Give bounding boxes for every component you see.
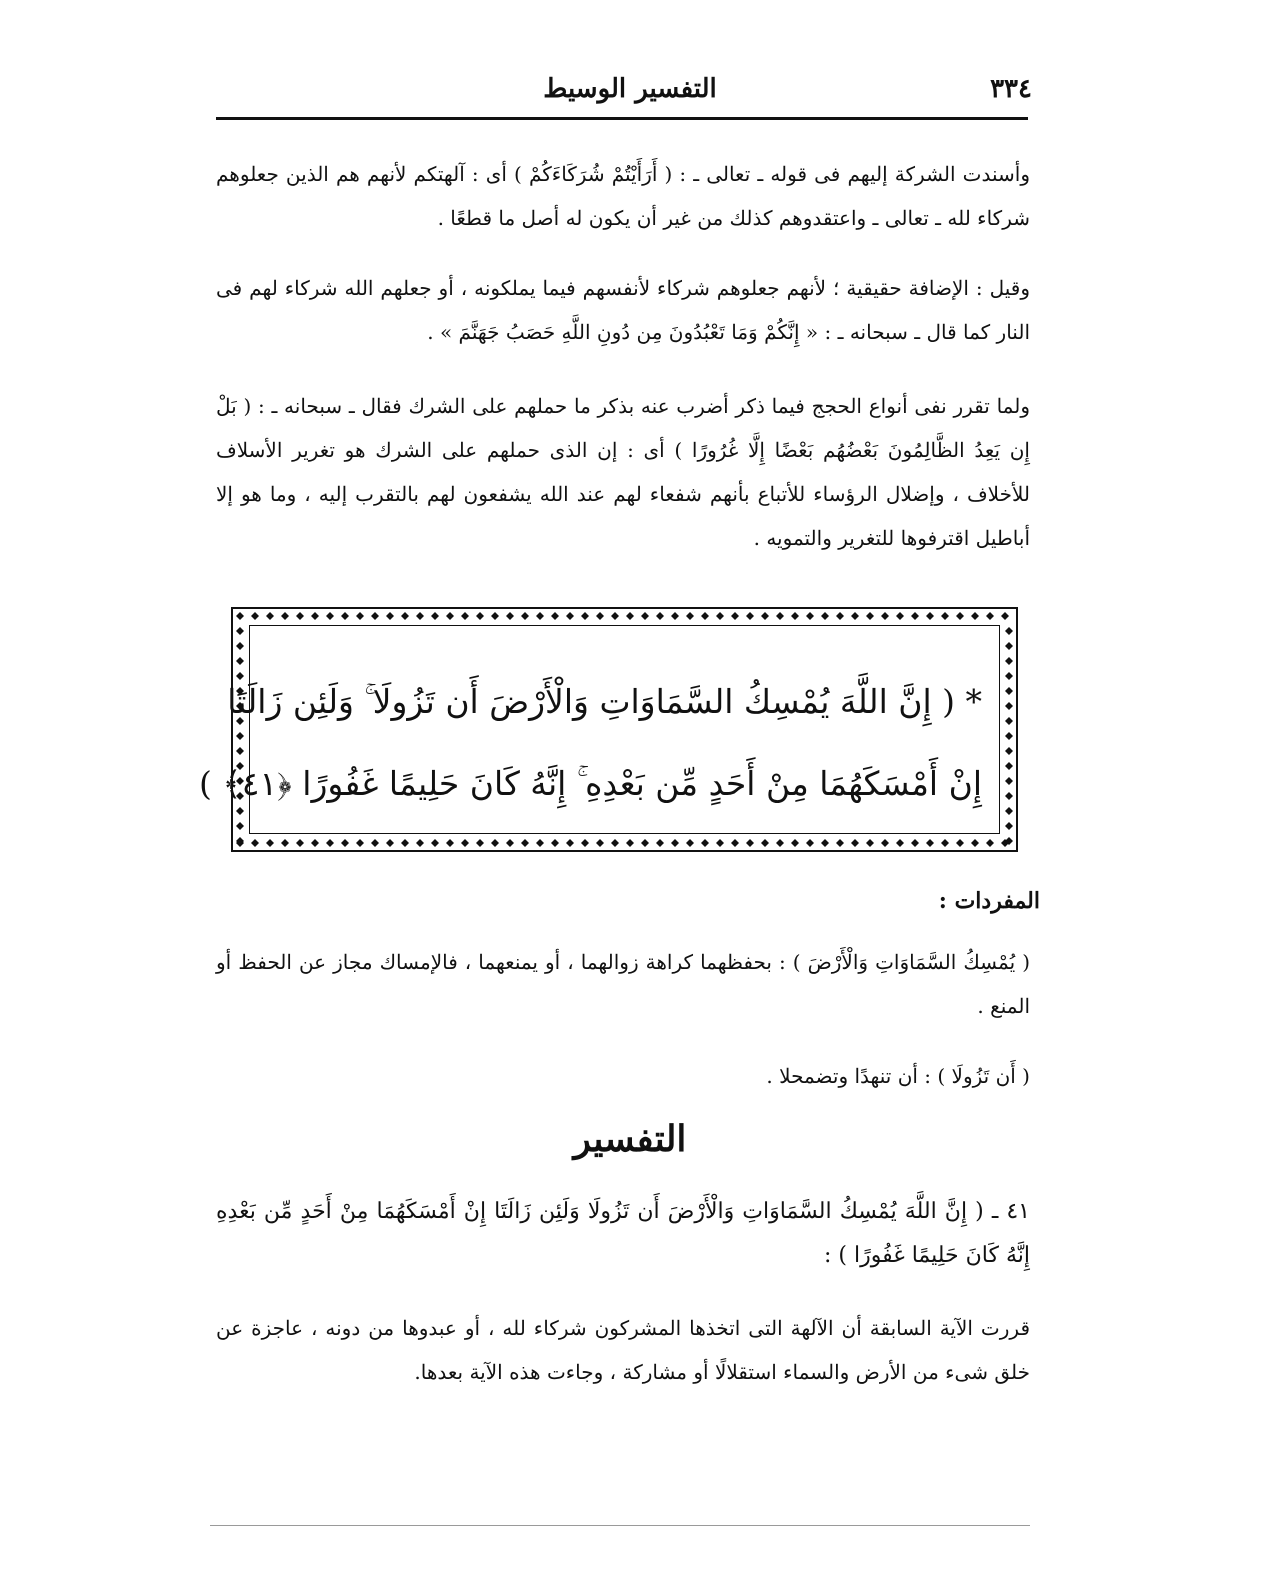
vocabulary-entry-tazula: ( أَن تَزُولَا ) : أن تنهدًا وتضمحلا . — [766, 1064, 1030, 1088]
vocabulary-heading: المفردات : — [938, 888, 1040, 914]
running-header-title: التفسير الوسيط — [543, 74, 717, 104]
tafsir-verse-reference: ٤١ ـ ( إِنَّ اللَّهَ يُمْسِكُ السَّمَاوَاتِ وَالْأَرْضَ أَن تَزُولَا وَلَئِن زَالَتَا إِنْ أَمْسَكَهُمَا مِنْ أَحَدٍ مِّن بَعْدِهِ إِنَّهُ كَانَ حَلِيمًا غَفُورًا ) : — [216, 1199, 1030, 1268]
verse-frame — [199, 607, 1018, 852]
page-bottom-rule — [210, 1525, 1030, 1526]
paragraph-shuraka-attribution: وأسندت الشركة إليهم فى قوله ـ تعالى ـ : ( أَرَأَيْتُمْ شُرَكَاءَكُمْ ) أى : آلهتكم لأنهم هم الذين جعلوهم شركاء لله ـ تعالى ـ واعتقدوهم كذلك من غير أن يكون له أصل ما قطعًا . — [216, 162, 1030, 230]
paragraph-taghrir: ولما تقرر نفى أنواع الحجج فيما ذكر أضرب عنه بذكر ما حملهم على الشرك فقال ـ سبحانه ـ : ( بَلْ إِن يَعِدُ الظَّالِمُونَ بَعْضُهُم بَعْضًا إِلَّا غُرُورًا ) أى : إن الذى حملهم على الشرك هو تغرير الأسلاف للأخلاف ، وإضلال الرؤساء للأتباع بأنهم شفعاء لهم عند الله يشفعون لهم بالتقرب إليه ، وما هو إلا أباطيل اقترفوها للتغرير والتمويه . — [216, 394, 1030, 550]
tafsir-paragraph: قررت الآية السابقة أن الآلهة التى اتخذها المشركون شركاء لله ، أو عبدوها من دونه ، عاجزة عن خلق شىء من الأرض والسماء استقلالًا أو مشاركة ، وجاءت هذه الآية بعدها. — [216, 1316, 1030, 1384]
verse-line-1: * ( إِنَّ اللَّهَ يُمْسِكُ السَّمَاوَاتِ وَالْأَرْضَ أَن تَزُولَا ۚ وَلَئِن زَالَتَا — [227, 682, 982, 721]
page-number: ٣٣٤ — [990, 74, 1032, 104]
frame-diamond-ornament — [199, 607, 1018, 852]
vocabulary-entry-yumsik: ( يُمْسِكُ السَّمَاوَاتِ وَالْأَرْضَ ) : بحفظهما كراهة زوالهما ، أو يمنعهما ، فالإمساك مجاز عن الحفظ أو المنع . — [216, 950, 1030, 1018]
tafsir-heading: التفسير — [573, 1118, 687, 1160]
paragraph-idafa-haqiqiya: وقيل : الإضافة حقيقية ؛ لأنهم جعلوهم شركاء لأنفسهم فيما يملكونه ، أو جعلهم الله شركاء لهم فى النار كما قال ـ سبحانه ـ : « إِنَّكُمْ وَمَا تَعْبُدُونَ مِن دُونِ اللَّهِ حَصَبُ جَهَنَّمَ » . — [216, 276, 1030, 344]
header-rule — [216, 117, 1028, 120]
verse-line-2: إِنْ أَمْسَكَهُمَا مِنْ أَحَدٍ مِّن بَعْدِهِ ۚ إِنَّهُ كَانَ حَلِيمًا غَفُورًا ﴿٤١﴾ ) — [199, 764, 982, 803]
